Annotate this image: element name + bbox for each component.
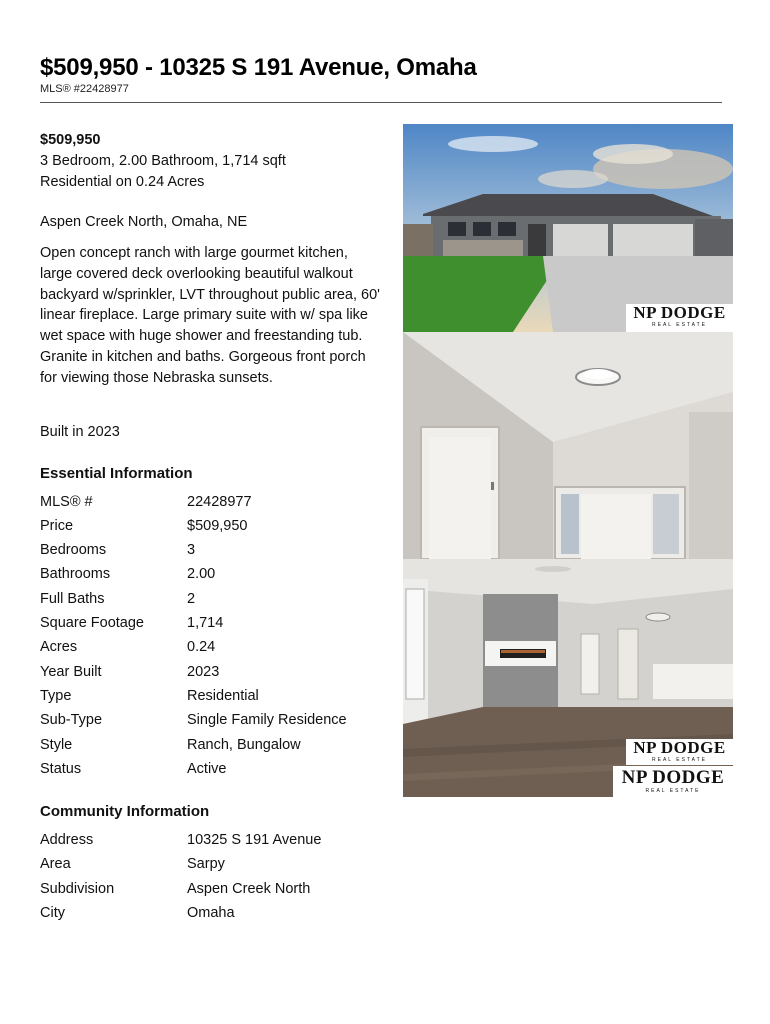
row-value: 1,714: [187, 615, 224, 632]
np-dodge-logo: [626, 739, 733, 765]
row-value: 3: [187, 542, 196, 559]
table-row: [40, 490, 380, 514]
table-row: [40, 635, 380, 659]
row-value: Active: [187, 760, 227, 777]
row-label: Type: [40, 687, 72, 704]
row-value: Residential: [187, 687, 259, 704]
page-title: $509,950 - 10325 S 191 Avenue, Omaha: [40, 54, 477, 81]
row-value: $509,950: [187, 517, 248, 534]
listing-location: Aspen Creek North, Omaha, NE: [40, 214, 248, 230]
community-table: [40, 828, 380, 925]
row-value: 2: [187, 590, 196, 607]
row-value: Aspen Creek North: [187, 880, 311, 897]
listing-details: [40, 130, 380, 925]
photo-column: [403, 124, 733, 797]
essential-heading: Essential Information: [40, 464, 193, 482]
logo-brand: NP DODGE: [633, 303, 726, 322]
row-label: Square Footage: [40, 615, 144, 632]
row-value: Omaha: [187, 905, 235, 922]
table-row: [40, 828, 380, 852]
built-year: Built in 2023: [40, 423, 120, 440]
row-label: Year Built: [40, 663, 102, 680]
table-row: [40, 733, 380, 757]
row-label: Status: [40, 760, 82, 777]
row-label: City: [40, 905, 65, 922]
row-value: 0.24: [187, 639, 216, 656]
row-label: Sub-Type: [40, 712, 103, 729]
row-value: Ranch, Bungalow: [187, 736, 301, 753]
row-value: 22428977: [187, 493, 252, 510]
table-row: [40, 562, 380, 586]
row-label: Address: [40, 832, 94, 849]
table-row: [40, 587, 380, 611]
logo-tagline: REAL ESTATE: [652, 322, 707, 328]
community-heading: Community Information: [40, 803, 210, 821]
logo-tagline: REAL ESTATE: [645, 788, 701, 794]
table-row: [40, 877, 380, 901]
essential-table: [40, 490, 380, 782]
entry-photo: [403, 332, 733, 559]
table-row: [40, 852, 380, 876]
np-dodge-logo: [626, 304, 733, 332]
beds-baths-sqft: 3 Bedroom, 2.00 Bathroom, 1,714 sqft: [40, 153, 286, 169]
row-label: MLS® #: [40, 493, 93, 510]
row-label: Bathrooms: [40, 566, 111, 583]
table-row: [40, 757, 380, 781]
row-value: 10325 S 191 Avenue: [187, 832, 322, 849]
table-row: [40, 514, 380, 538]
table-row: [40, 708, 380, 732]
logo-tagline: REAL ESTATE: [652, 757, 707, 763]
mls-number: MLS® #22428977: [40, 83, 129, 95]
row-value: Single Family Residence: [187, 712, 347, 729]
row-value: Sarpy: [187, 856, 225, 873]
exterior-photo: [403, 124, 733, 332]
logo-brand: NP DODGE: [633, 738, 726, 757]
header-divider: [40, 102, 722, 103]
type-acres: Residential on 0.24 Acres: [40, 174, 205, 190]
row-label: Bedrooms: [40, 542, 107, 559]
table-row: [40, 901, 380, 925]
table-row: [40, 660, 380, 684]
table-row: [40, 538, 380, 562]
listing-price: $509,950: [40, 132, 101, 148]
np-dodge-logo: [613, 766, 733, 797]
row-value: 2023: [187, 663, 220, 680]
row-value: 2.00: [187, 566, 216, 583]
row-label: Style: [40, 736, 73, 753]
row-label: Full Baths: [40, 590, 105, 607]
row-label: Price: [40, 517, 74, 534]
logo-brand: NP DODGE: [621, 767, 725, 788]
row-label: Subdivision: [40, 880, 115, 897]
table-row: [40, 684, 380, 708]
living-room-photo: [403, 559, 733, 797]
listing-description: Open concept ranch with large gourmet kitchen, large covered deck overlooking beautiful walkout backyard w/sprinkler, LVT throughout public area, 60' linear fireplace. Large primary suite with w/ spa like wet space with huge shower and freestanding tub. Granite in kitchen and baths. Gorgeous front porch for viewing those Nebraska sunsets.: [40, 245, 380, 386]
row-label: Acres: [40, 639, 78, 656]
table-row: [40, 611, 380, 635]
row-label: Area: [40, 856, 71, 873]
